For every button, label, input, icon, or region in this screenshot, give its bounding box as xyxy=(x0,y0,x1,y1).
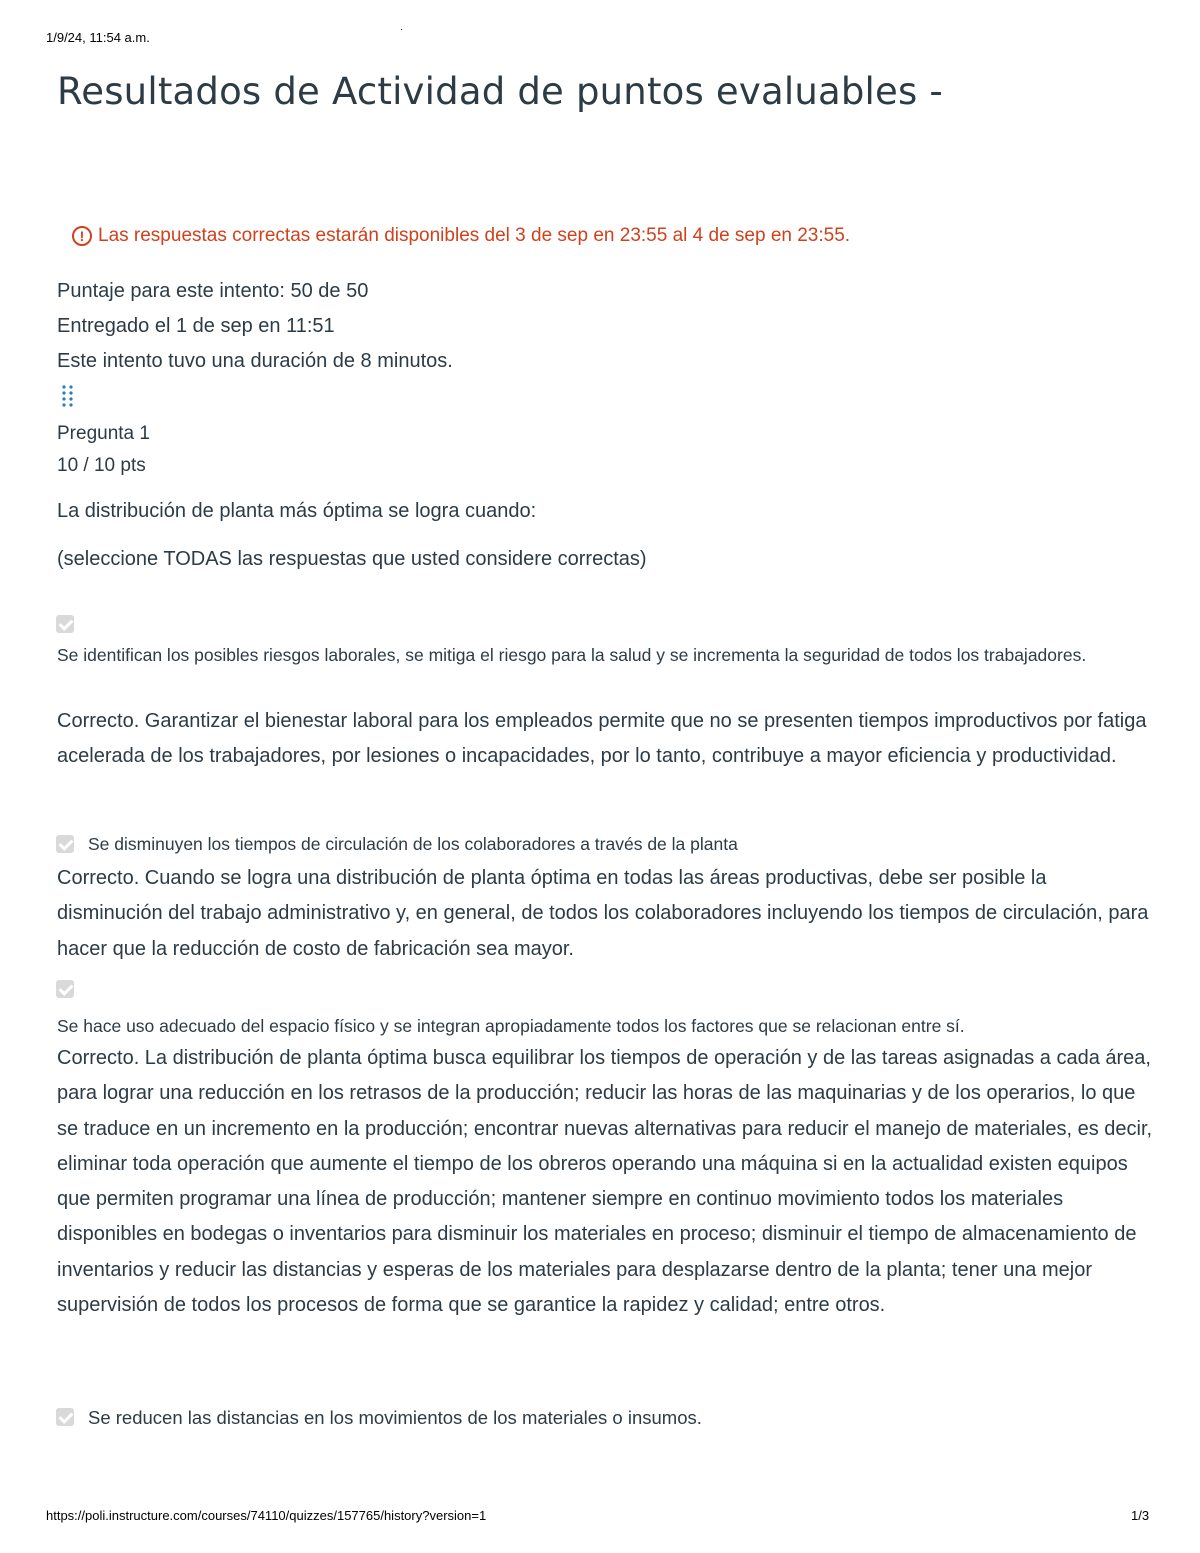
score-text: Puntaje para este intento: 50 de 50 xyxy=(57,280,369,302)
print-footer-url: https://poli.instructure.com/courses/74110/quizzes/157765/history?version=1 xyxy=(46,1508,487,1523)
print-dot: · xyxy=(400,24,404,35)
drag-handle-icon[interactable] xyxy=(61,384,75,408)
notice-text: Las respuestas correctas estarán disponibles del 3 de sep en 23:55 al 4 de sep en 23:55. xyxy=(98,225,851,246)
attempt-summary xyxy=(57,274,453,379)
answer-2-text: Se disminuyen los tiempos de circulación de los colaboradores a través de la planta xyxy=(88,834,738,854)
answer-2-comment: Correcto. Cuando se logra una distribución de planta óptima en todas las áreas productivas, debe ser posible la disminución del trabajo administrativo y, en general, de todos los colaboradores incluyendo los tiempos de circulación, para hacer que la reducción de costo de fabricación sea mayor. xyxy=(57,867,1149,960)
warning-circle-icon: ! xyxy=(72,226,92,246)
question-text xyxy=(57,500,647,571)
answer-2-checkbox[interactable] xyxy=(56,835,74,853)
print-datetime: 1/9/24, 11:54 a.m. xyxy=(46,30,150,45)
question-label: Pregunta 1 xyxy=(57,423,150,444)
answer-3-text: Se hace uso adecuado del espacio físico y se integran apropiadamente todos los factores que se relacionan entre sí. xyxy=(57,1016,965,1036)
answer-4-text: Se reducen las distancias en los movimientos de los materiales o insumos. xyxy=(88,1407,702,1428)
print-page-number: 1/3 xyxy=(1131,1508,1150,1523)
answer-1-checkbox[interactable] xyxy=(56,615,74,633)
submitted-text: Entregado el 1 de sep en 11:51 xyxy=(57,315,335,337)
question-prompt: La distribución de planta más óptima se logra cuando: xyxy=(57,500,537,522)
duration-text: Este intento tuvo una duración de 8 minutos. xyxy=(57,350,453,372)
answer-1-text: Se identifican los posibles riesgos laborales, se mitiga el riesgo para la salud y se incrementa la seguridad de todos los trabajadores. xyxy=(57,645,1087,665)
availability-notice xyxy=(72,225,850,247)
answer-4-checkbox[interactable] xyxy=(56,1408,74,1426)
answer-3-checkbox[interactable] xyxy=(56,980,74,998)
page-title: Resultados de Actividad de puntos evaluables - xyxy=(57,70,943,113)
answer-1-comment: Correcto. Garantizar el bienestar laboral para los empleados permite que no se presenten tiempos improductivos por fatiga acelerada de los trabajadores, por lesiones o incapacidades, por lo tanto, contribuye a mayor eficiencia y productividad. xyxy=(57,710,1147,768)
question-header xyxy=(57,418,150,482)
question-instruction: (seleccione TODAS las respuestas que usted considere correctas) xyxy=(57,548,647,570)
question-points: 10 / 10 pts xyxy=(57,455,146,476)
answer-3-comment: Correcto. La distribución de planta óptima busca equilibrar los tiempos de operación y de las tareas asignadas a cada área, para lograr una reducción en los retrasos de la producción; reducir las horas de las maquinarias y de los operarios, lo que se traduce en un incremento en la producción; encontrar nuevas alternativas para reducir el manejo de materiales, es decir, eliminar toda operación que aumente el tiempo de los obreros operando una máquina si en la actualidad existen equipos que permiten programar una línea de producción; mantener siempre en continuo movimiento todos los materiales disponibles en bodegas o inventarios para disminuir los materiales en proceso; disminuir el tiempo de almacenamiento de inventarios y reducir las distancias y esperas de los materiales para desplazarse dentro de la planta; tener una mejor supervisión de todos los procesos de forma que se garantice la rapidez y calidad; entre otros. xyxy=(57,1047,1153,1317)
